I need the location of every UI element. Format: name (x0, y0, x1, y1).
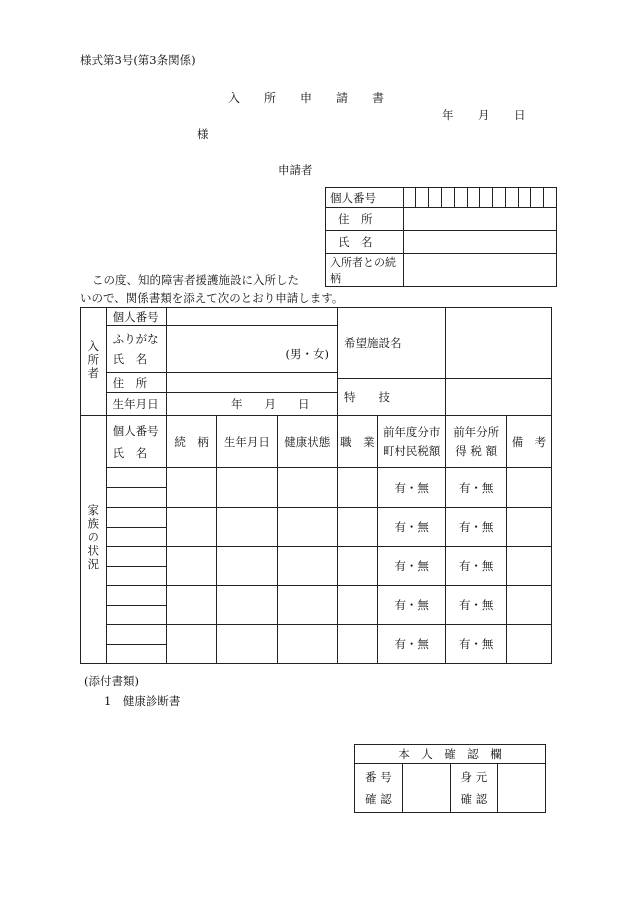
family-tax2-header: 前年分所 得 税 額 (446, 416, 506, 468)
resident-personal-number-label: 個人番号 (106, 308, 166, 326)
family-member-2-number[interactable] (106, 508, 166, 528)
identity-check-label: 身 元 確 認 (450, 764, 498, 813)
family-member-4-health[interactable] (277, 586, 337, 625)
resident-name-label: ふりがな 氏 名 (106, 326, 166, 373)
main-table (80, 307, 552, 664)
family-member-3-name[interactable] (106, 567, 166, 586)
family-member-3-number[interactable] (106, 547, 166, 567)
family-member-2-occupation[interactable] (337, 508, 377, 547)
family-member-3-tax1[interactable]: 有・無 (377, 547, 446, 586)
family-relation-header: 続 柄 (167, 416, 217, 468)
family-member-2-tax2[interactable]: 有・無 (446, 508, 506, 547)
resident-address-field[interactable] (167, 373, 338, 393)
family-member-1-remarks[interactable] (506, 468, 551, 508)
family-member-5-occupation[interactable] (337, 625, 377, 664)
identity-check-title: 本 人 確 認 欄 (355, 745, 546, 764)
digit-cell[interactable] (403, 188, 416, 208)
family-member-5-name[interactable] (106, 645, 166, 664)
attachment-item-1: 1 健康診断書 (104, 694, 181, 708)
applicant-label: 申請者 (278, 163, 313, 177)
family-member-1-number[interactable] (106, 468, 166, 488)
number-check-label: 番 号 確 認 (355, 764, 403, 813)
family-remarks-header: 備 考 (506, 416, 551, 468)
family-member-3-occupation[interactable] (337, 547, 377, 586)
family-member-5-tax2[interactable]: 有・無 (446, 625, 506, 664)
intro-line-2: いので、関係書類を添えて次のとおり申請します。 (80, 291, 344, 305)
date-year: 年 (442, 108, 454, 122)
identity-check-box (354, 744, 546, 813)
family-member-1-name[interactable] (106, 488, 166, 508)
family-member-1-occupation[interactable] (337, 468, 377, 508)
applicant-name-field[interactable] (403, 231, 556, 254)
special-skill-field[interactable] (446, 379, 552, 416)
family-member-3-health[interactable] (277, 547, 337, 586)
family-member-5-health[interactable] (277, 625, 337, 664)
resident-section-label: 入所者 (81, 308, 107, 416)
family-birthdate-header: 生年月日 (217, 416, 277, 468)
family-member-5-relation[interactable] (167, 625, 217, 664)
attachments-label: (添付書類) (84, 674, 139, 688)
form-title: 入 所 申 請 書 (228, 91, 385, 105)
family-member-2-remarks[interactable] (506, 508, 551, 547)
form-number: 様式第3号(第3条関係) (80, 53, 196, 67)
family-member-1-tax2[interactable]: 有・無 (446, 468, 506, 508)
applicant-address-label: 住 所 (326, 208, 404, 231)
family-member-5-remarks[interactable] (506, 625, 551, 664)
family-member-3-tax2[interactable]: 有・無 (446, 547, 506, 586)
family-member-3-relation[interactable] (167, 547, 217, 586)
digit-cell[interactable] (493, 188, 506, 208)
family-member-4-name[interactable] (106, 606, 166, 625)
applicant-address-field[interactable] (403, 208, 556, 231)
family-member-4-tax1[interactable]: 有・無 (377, 586, 446, 625)
family-section-label: 家族の状況 (81, 416, 107, 664)
desired-facility-field[interactable] (446, 308, 552, 379)
number-check-field[interactable] (402, 764, 450, 813)
family-member-2-relation[interactable] (167, 508, 217, 547)
applicant-relation-label: 入所者との続柄 (326, 254, 404, 287)
digit-cell[interactable] (505, 188, 518, 208)
family-member-3-birthdate[interactable] (217, 547, 277, 586)
family-occupation-header: 職 業 (337, 416, 377, 468)
desired-facility-label: 希望施設名 (337, 308, 446, 379)
family-member-4-remarks[interactable] (506, 586, 551, 625)
date-month: 月 (478, 108, 490, 122)
digit-cell[interactable] (454, 188, 467, 208)
resident-birthdate-label: 生年月日 (106, 393, 166, 416)
digit-cell[interactable] (467, 188, 480, 208)
family-member-4-occupation[interactable] (337, 586, 377, 625)
addressee-suffix: 様 (197, 127, 209, 141)
resident-personal-number-field[interactable] (167, 308, 338, 326)
applicant-personal-number-label: 個人番号 (326, 188, 404, 208)
family-member-4-birthdate[interactable] (217, 586, 277, 625)
resident-address-label: 住 所 (106, 373, 166, 393)
family-member-2-tax1[interactable]: 有・無 (377, 508, 446, 547)
family-member-2-health[interactable] (277, 508, 337, 547)
family-member-4-number[interactable] (106, 586, 166, 606)
digit-cell[interactable] (531, 188, 544, 208)
family-member-1-health[interactable] (277, 468, 337, 508)
family-tax1-header: 前年度分市 町村民税額 (377, 416, 446, 468)
resident-birthdate-field[interactable]: 年 月 日 (167, 393, 338, 416)
digit-cell[interactable] (544, 188, 557, 208)
family-member-3-remarks[interactable] (506, 547, 551, 586)
digit-cell[interactable] (416, 188, 429, 208)
family-member-5-number[interactable] (106, 625, 166, 645)
family-member-4-relation[interactable] (167, 586, 217, 625)
family-member-2-name[interactable] (106, 528, 166, 547)
family-member-5-tax1[interactable]: 有・無 (377, 625, 446, 664)
resident-gender[interactable]: (男・女) (167, 326, 338, 373)
applicant-relation-field[interactable] (403, 254, 556, 287)
digit-cell[interactable] (442, 188, 455, 208)
family-name-header: 個人番号 氏 名 (106, 416, 166, 468)
digit-cell[interactable] (429, 188, 442, 208)
date-day: 日 (514, 108, 526, 122)
family-member-5-birthdate[interactable] (217, 625, 277, 664)
identity-check-field[interactable] (498, 764, 546, 813)
applicant-table (325, 187, 557, 287)
intro-line-1: この度、知的障害者援護施設に入所した (92, 273, 299, 287)
family-member-2-birthdate[interactable] (217, 508, 277, 547)
special-skill-label: 特 技 (337, 379, 446, 416)
family-member-1-relation[interactable] (167, 468, 217, 508)
family-member-1-birthdate[interactable] (217, 468, 277, 508)
applicant-name-label: 氏 名 (326, 231, 404, 254)
family-member-4-tax2[interactable]: 有・無 (446, 586, 506, 625)
digit-cell[interactable] (480, 188, 493, 208)
family-member-1-tax1[interactable]: 有・無 (377, 468, 446, 508)
digit-cell[interactable] (518, 188, 531, 208)
family-health-header: 健康状態 (277, 416, 337, 468)
